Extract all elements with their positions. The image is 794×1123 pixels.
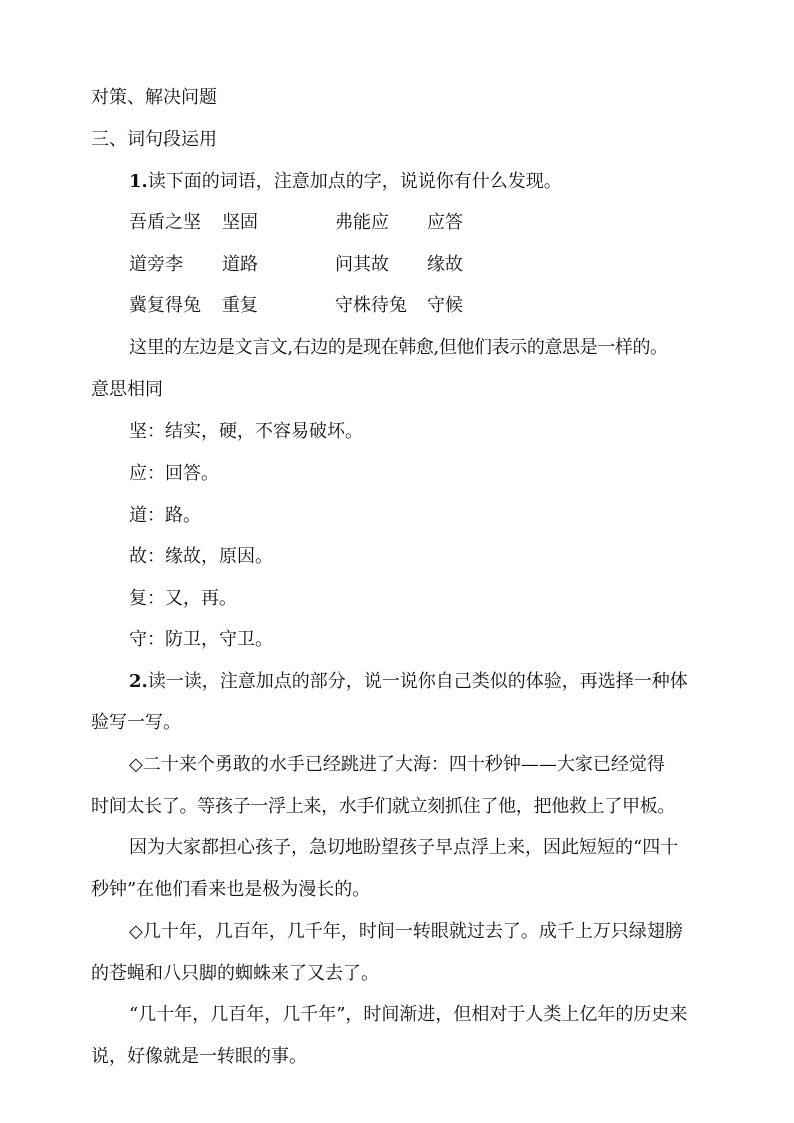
explanation-line: 这里的左边是文言文,右边的是现在韩愈,但他们表示的意思是一样的。 (129, 337, 668, 358)
passage-line: ◇二十来个勇敢的水手已经跳进了大海：四十秒钟——大家已经觉得 (129, 754, 665, 775)
word-cell: 道路 (222, 254, 258, 275)
passage-line: 说，好像就是一转眼的事。 (91, 1046, 307, 1067)
question-2 (129, 670, 711, 694)
word-cell: 道旁李 (129, 254, 183, 275)
definition-item: 守：防卫，守卫。 (129, 629, 273, 650)
passage-line: “几十年，几百年，几千年”，时间渐进，但相对于人类上亿年的历史来 (129, 1004, 688, 1025)
definition-item: 道：路。 (129, 505, 201, 526)
heading-continuation: 对策、解决问题 (91, 87, 217, 108)
word-cell: 应答 (427, 212, 463, 233)
word-cell: 重复 (222, 295, 258, 316)
passage-line: 因为大家都担心孩子，急切地盼望孩子早点浮上来，因此短短的“四十 (129, 837, 679, 858)
word-cell: 缘故 (427, 254, 463, 275)
question-2-prompt-cont: 验写一写。 (91, 712, 181, 733)
definition-item: 应：回答。 (129, 463, 219, 484)
word-cell: 冀复得兔 (129, 295, 201, 316)
passage-line: 秒钟”在他们看来也是极为漫长的。 (91, 879, 371, 900)
question-1-number: 1. (129, 171, 148, 192)
question-2-prompt: 读一读，注意加点的部分，说一说你自己类似的体验，再选择一种体 (147, 671, 688, 692)
word-cell: 问其故 (335, 254, 389, 275)
definition-item: 故：缘故，原因。 (129, 546, 273, 567)
definition-item: 坚：结实，硬，不容易破坏。 (129, 421, 363, 442)
passage-line: 的苍蝇和八只脚的蜘蛛来了又去了。 (91, 963, 379, 984)
question-1 (129, 170, 711, 194)
word-cell: 吾盾之坚 (129, 212, 201, 233)
question-2-number: 2. (129, 671, 148, 692)
word-cell: 坚固 (222, 212, 258, 233)
word-cell: 守候 (427, 295, 463, 316)
explanation-line: 意思相同 (91, 379, 163, 400)
passage-line: ◇几十年，几百年，几千年，时间一转眼就过去了。成千上万只绿翅膀 (129, 921, 683, 942)
section-title: 三、词句段运用 (91, 129, 217, 150)
word-cell: 守株待兔 (335, 295, 407, 316)
definition-item: 复：又，再。 (129, 588, 237, 609)
word-cell: 弗能应 (335, 212, 389, 233)
passage-line: 时间太长了。等孩子一浮上来，水手们就立刻抓住了他，把他救上了甲板。 (91, 796, 676, 817)
question-1-prompt: 读下面的词语，注意加点的字，说说你有什么发现。 (147, 171, 562, 192)
